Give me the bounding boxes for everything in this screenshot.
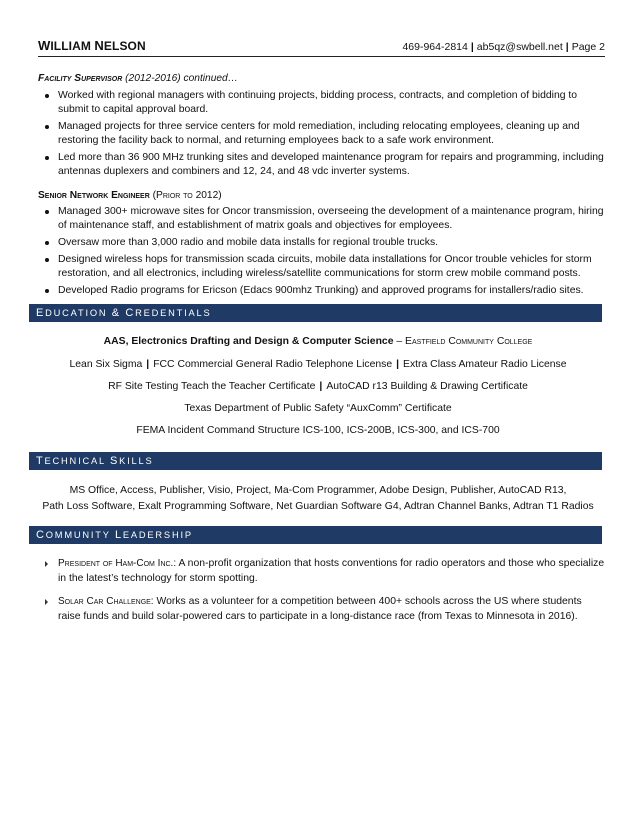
skills-list: MS Office, Access, Publisher, Visio, Project, Ma-Com Programmer, Adobe Design, Publisher, AutoCAD R13, Path Loss Software, Exalt Programming Software, Net Guardian Software G4, Adtran Channel Banks, Adtran T1 Radios: [42, 485, 594, 512]
list-item: President of Ham-Com Inc.: A non-profit organization that hosts conventions for radio operators and those who specialize in the latest’s technology for storm spotting.: [38, 557, 605, 586]
contact-info: 469-964-2814 | ab5qz@swbell.net | Page 2: [402, 41, 605, 53]
phone: 469-964-2814: [402, 41, 468, 53]
triangle-bullet-icon: [45, 599, 48, 605]
list-item: Managed projects for three service centers for mold remediation, including relocating employees, cleaning up and restoring the facility back to normal, and returning employees back to a safe work environment.: [38, 120, 608, 148]
section-heading-education: EDUCATION & CREDENTIALS: [29, 304, 602, 322]
credentials-line-3: Texas Department of Public Safety “AuxComm” Certificate: [184, 403, 452, 414]
section-heading-community-leadership: COMMUNITY LEADERSHIP: [29, 526, 602, 544]
list-item: Solar Car Challenge: Works as a volunteer for a competition between 400+ schools across the US where students raise funds and build solar-powered cars to participate in a long-distance race (from Texas to Minnesota in 2016).: [38, 595, 605, 624]
section-heading-technical-skills: TECHNICAL SKILLS: [29, 452, 602, 470]
degree-line: AAS, Electronics Drafting and Design & Computer Science – Eastfield Community College: [103, 336, 533, 347]
triangle-bullet-icon: [45, 561, 48, 567]
list-item: Designed wireless hops for transmission scada circuits, mobile data installations for Oncor trouble vehicles for storm restoration, and all electronics, including wireless/satellite communications for storm crew mobile command posts.: [38, 253, 608, 281]
email: ab5qz@swbell.net: [476, 41, 563, 53]
job-title-facility-supervisor: Facility Supervisor (2012-2016) continued…: [38, 73, 238, 84]
list-item: Oversaw more than 3,000 radio and mobile data installs for regional trouble trucks.: [38, 236, 608, 250]
job-bullets-facility-supervisor: [38, 89, 608, 182]
candidate-name: WILLIAM NELSON: [38, 38, 146, 53]
page-number: Page 2: [571, 41, 605, 53]
list-item: Worked with regional managers with continuing projects, bidding process, contracts, and completion of bidding to submit to capital approval board.: [38, 89, 608, 117]
credentials-line-2: RF Site Testing Teach the Teacher Certificate | AutoCAD r13 Building & Drawing Certificate: [108, 381, 528, 392]
list-item: Led more than 36 900 MHz trunking sites and developed maintenance program for repairs and programming, including antennas duplexers and combiners and 12, 24, and 48 vdc inverter systems.: [38, 151, 608, 179]
page-header: [38, 38, 605, 57]
list-item: Managed 300+ microwave sites for Oncor transmission, overseeing the development of a maintenance program, hiring of maintenance staff, and establishment of matrix goals and objectives for employees.: [38, 205, 608, 233]
credentials-line-4: FEMA Incident Command Structure ICS-100, ICS-200B, ICS-300, and ICS-700: [136, 425, 500, 436]
list-item: Developed Radio programs for Ericson (Edacs 900mhz Trunking) and approved programs for installers/radio sites.: [38, 284, 608, 298]
credentials-line-1: Lean Six Sigma | FCC Commercial General Radio Telephone License | Extra Class Amateur Radio License: [69, 359, 567, 370]
job-title-senior-network-engineer: Senior Network Engineer (Prior to 2012): [38, 190, 222, 201]
community-list: [38, 557, 605, 633]
job-bullets-senior-network-engineer: [38, 205, 608, 300]
